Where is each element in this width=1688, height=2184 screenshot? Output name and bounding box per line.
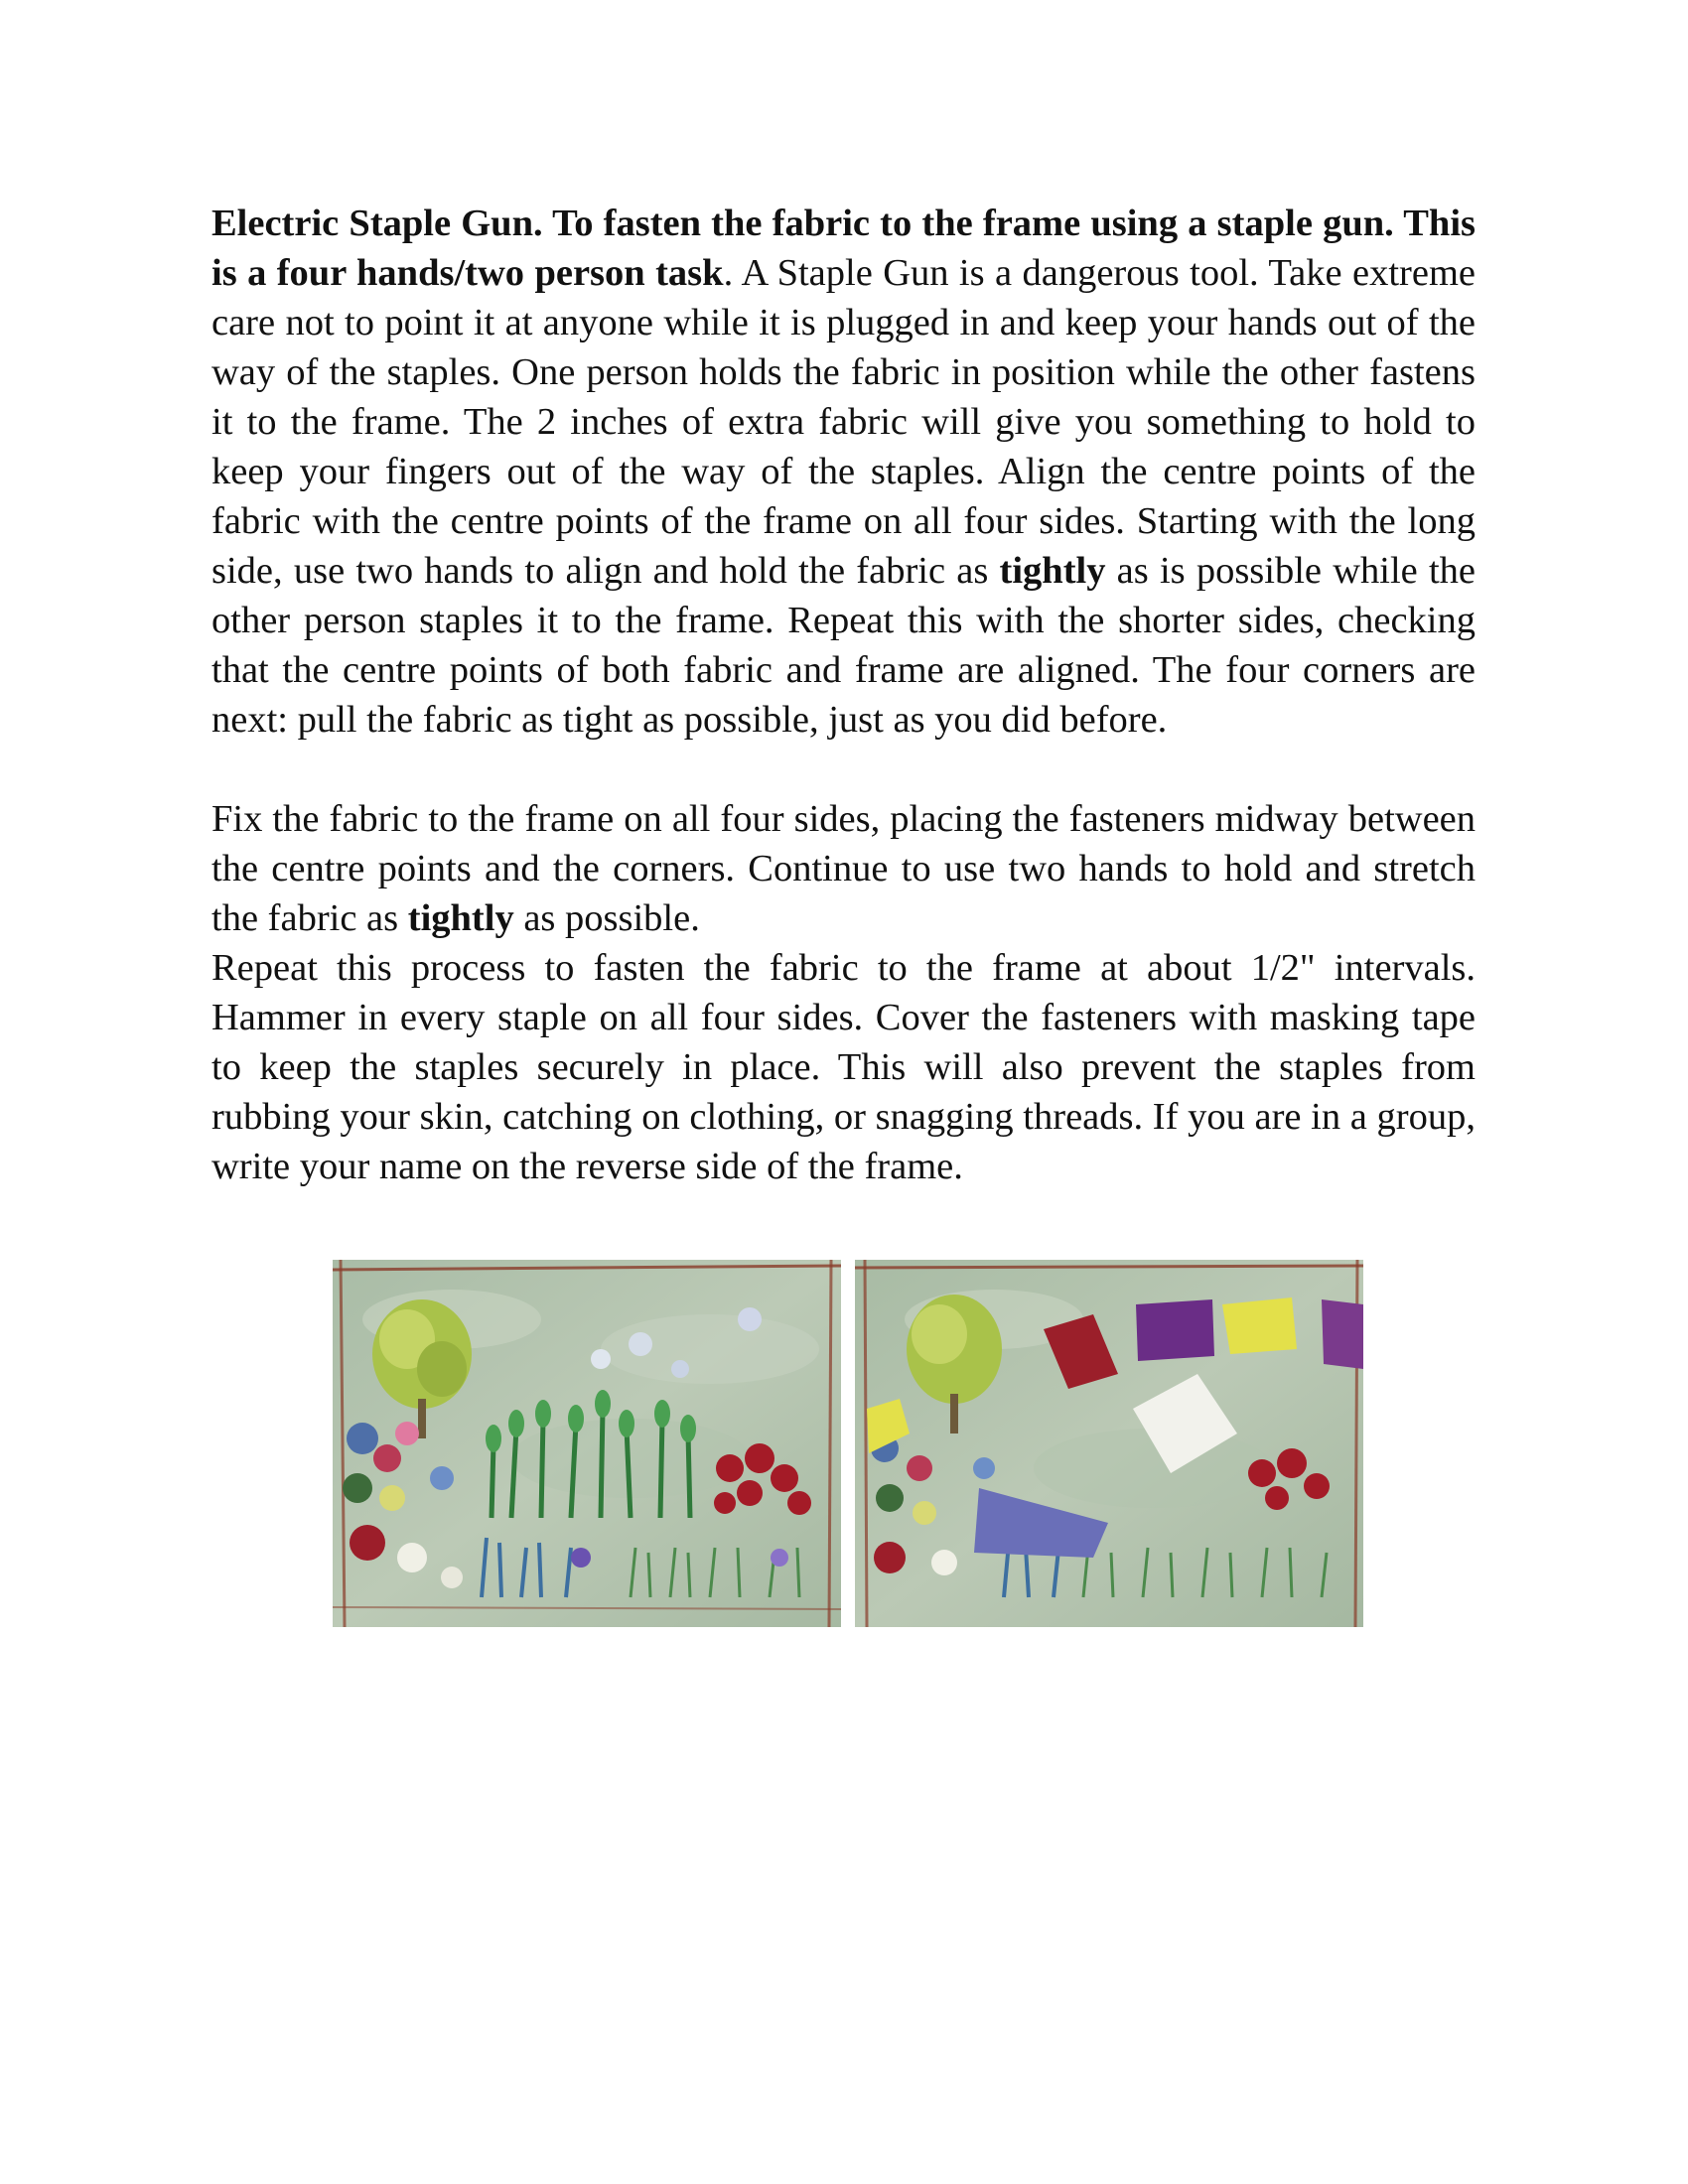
emphasis-tightly: tightly: [999, 550, 1106, 592]
photo-row: [333, 1260, 1363, 1627]
heading-run: Electric Staple Gun. To fasten the fabric to the frame using a staple gun. This is a four hands/two person task: [211, 203, 1476, 294]
text-run: Fix the fabric to the frame on all four sides, placing the fasteners midway between the centre points and the corners. Continue to use two hands to hold and stretch the fabric as: [211, 798, 1476, 939]
text-run: . A Staple Gun is a dangerous tool. Take extreme care not to point it at anyone while it is plugged in and keep your hands out of the way of the staples. One person holds the fabric in position while the other fastens it to the frame. The 2 inches of extra fabric will give you something to hold to keep your fingers out of the way of the staples. Align the centre points of the fabric with the centre points of the frame on all four sides. Starting with the long side, use two hands to align and hold the fabric as: [211, 252, 1476, 592]
text-run: as is possible while the other person staples it to the frame. Repeat this with the shorter sides, checking that the centre points of both fabric and frame are aligned. The four corners are next: pull the fabric as tight as possible, just as you did before.: [211, 550, 1476, 741]
paragraph-2: [211, 794, 1476, 943]
text-run: Repeat this process to fasten the fabric to the frame at about 1/2" intervals. Hammer in every staple on all four sides. Cover the fasteners with masking tape to keep the staples securely in place. This will also prevent the staples from rubbing your skin, catching on clothing, or snagging threads. If you are in a group, write your name on the reverse side of the frame.: [211, 947, 1476, 1187]
paragraph-3: [211, 943, 1476, 1191]
garden-embroidery-image: [333, 1260, 841, 1627]
garden-with-patches-image: [855, 1260, 1363, 1627]
document-body: [211, 199, 1476, 1191]
emphasis-tightly: tightly: [407, 897, 514, 939]
garden-with-patches-photo: [855, 1260, 1363, 1627]
paragraph-1: [211, 199, 1476, 745]
text-run: as possible.: [513, 897, 700, 939]
garden-embroidery-photo: [333, 1260, 841, 1627]
